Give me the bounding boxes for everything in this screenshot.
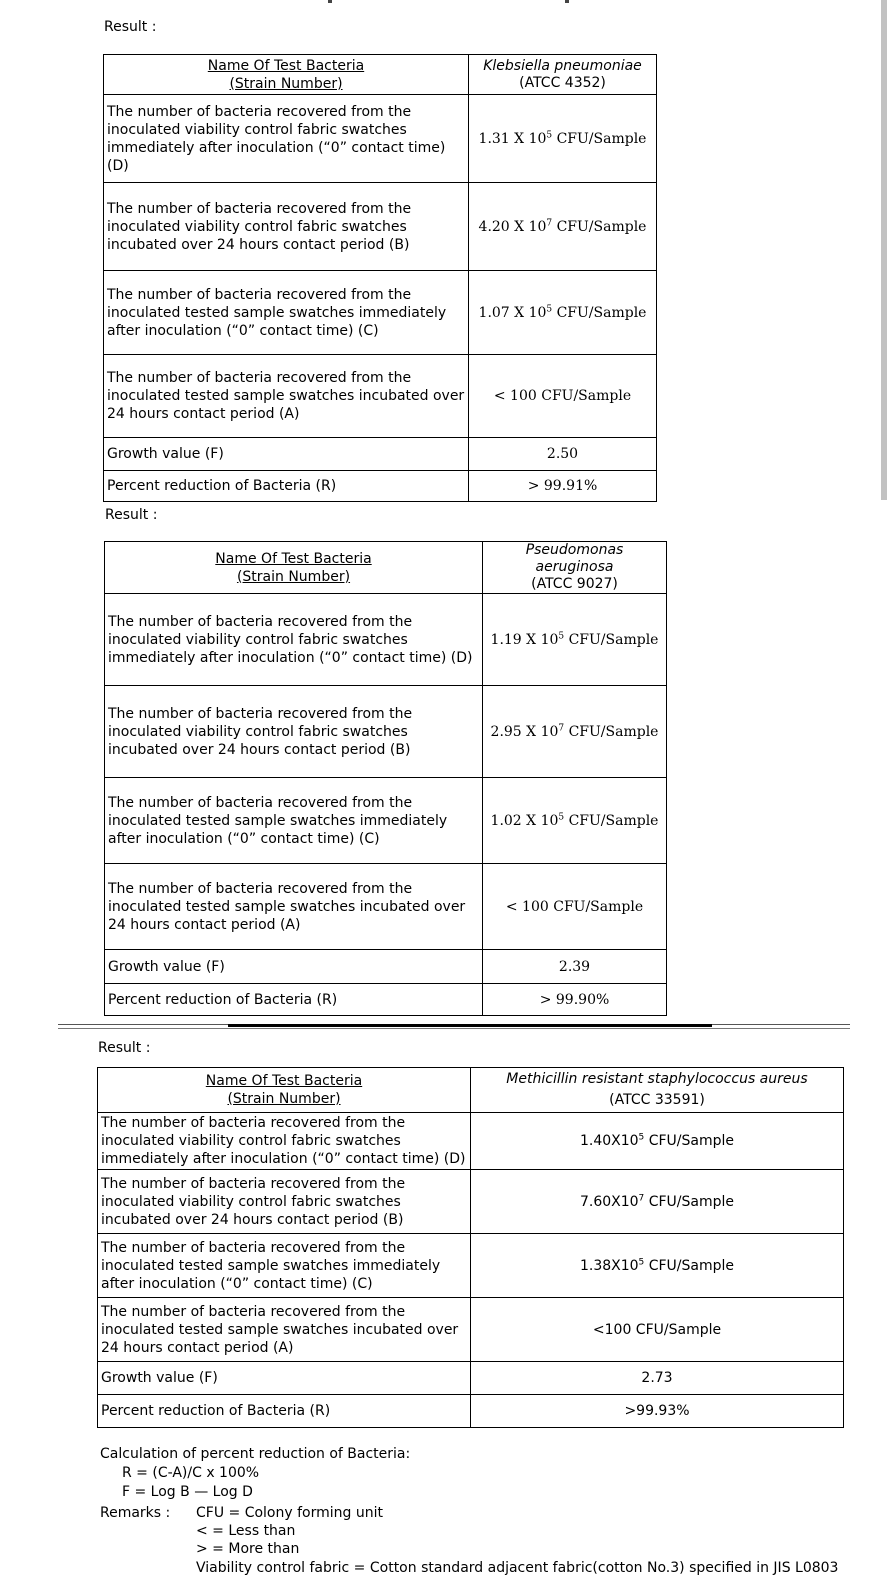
row-value: 1.19 X $10^5$ CFU/Sample [483,594,667,686]
row-label: Percent reduction of Bacteria (R) [98,1395,471,1428]
remarks-label: Remarks : [100,1505,171,1521]
row-label: The number of bacteria recovered from the inoculated tested sample swatches incubated over 24 hours contact period (A) [105,864,483,950]
result-table-mrsa [97,1067,844,1428]
table-header-bacteria: Pseudomonas aeruginosa (ATCC 9027) [483,542,667,594]
row-value: 1.31 X $10^5$ CFU/Sample [469,95,657,183]
row-label: The number of bacteria recovered from the inoculated tested sample swatches incubated over 24 hours contact period (A) [104,355,469,438]
row-label: The number of bacteria recovered from the inoculated viability control fabric swatches immediately after inoculation (“0” contact time) (D) [105,594,483,686]
row-value: 2.50 [469,438,657,471]
row-value: 1.02 X $10^5$ CFU/Sample [483,778,667,864]
row-value: 1.07 X $10^5$ CFU/Sample [469,271,657,355]
row-value: > 99.90% [483,984,667,1016]
formula-r: R = (C-A)/C x 100% [122,1465,260,1481]
row-label: Percent reduction of Bacteria (R) [105,984,483,1016]
row-label: Growth value (F) [98,1362,471,1395]
row-label: The number of bacteria recovered from the inoculated tested sample swatches immediately after inoculation (“0” contact time) (C) [105,778,483,864]
row-label: The number of bacteria recovered from the inoculated viability control fabric swatches incubated over 24 hours contact period (B) [104,183,469,271]
remark-viability-fabric: Viability control fabric = Cotton standard adjacent fabric(cotton No.3) specified in JIS L0803 [196,1560,839,1576]
row-label: The number of bacteria recovered from the inoculated viability control fabric swatches immediately after inoculation (“0” contact time) (D) [104,95,469,183]
row-value: < 100 CFU/Sample [469,355,657,438]
calc-title: Calculation of percent reduction of Bacteria: [100,1446,411,1462]
row-value: > 99.91% [469,471,657,502]
row-value: 2.73 [471,1362,844,1395]
row-value: 2.95 X $10^7$ CFU/Sample [483,686,667,778]
row-label: Growth value (F) [105,950,483,984]
row-label: The number of bacteria recovered from the inoculated tested sample swatches immediately after inoculation (“0” contact time) (C) [104,271,469,355]
table-header-name: Name Of Test Bacteria (Strain Number) [105,542,483,594]
remark-cfu: CFU = Colony forming unit [196,1505,383,1521]
row-label: The number of bacteria recovered from the inoculated tested sample swatches immediately after inoculation (“0” contact time) (C) [98,1234,471,1298]
result-label: Result : [105,507,158,523]
result-table-klebsiella [103,54,657,502]
row-label: The number of bacteria recovered from the inoculated viability control fabric swatches immediately after inoculation (“0” contact time) (D) [98,1113,471,1170]
row-label: The number of bacteria recovered from the inoculated viability control fabric swatches incubated over 24 hours contact period (B) [98,1170,471,1234]
row-value: $1.40X10^5$ CFU/Sample [471,1113,844,1170]
row-label: Growth value (F) [104,438,469,471]
table-header-bacteria: Methicillin resistant staphylococcus aureus (ATCC 33591) [471,1068,844,1113]
remark-less-than: < = Less than [196,1523,296,1539]
cut-off-text-fragment [320,0,590,3]
result-label: Result : [98,1040,151,1056]
scrollbar[interactable] [881,0,887,500]
remark-more-than: > = More than [196,1541,300,1557]
page-divider-lower [58,1028,850,1029]
row-label: Percent reduction of Bacteria (R) [104,471,469,502]
row-value: 2.39 [483,950,667,984]
table-header-name: Name Of Test Bacteria (Strain Number) [98,1068,471,1113]
result-table-pseudomonas [104,541,667,1016]
table-header-bacteria: Klebsiella pneumoniae (ATCC 4352) [469,55,657,95]
row-value: $1.38X10^5$ CFU/Sample [471,1234,844,1298]
row-value: <100 CFU/Sample [471,1298,844,1362]
row-label: The number of bacteria recovered from the inoculated tested sample swatches incubated over 24 hours contact period (A) [98,1298,471,1362]
row-value: >99.93% [471,1395,844,1428]
row-value: < 100 CFU/Sample [483,864,667,950]
row-label: The number of bacteria recovered from the inoculated viability control fabric swatches incubated over 24 hours contact period (B) [105,686,483,778]
row-value: 4.20 X $10^7$ CFU/Sample [469,183,657,271]
page-divider-thick [228,1024,712,1027]
table-header-name: Name Of Test Bacteria (Strain Number) [104,55,469,95]
result-label: Result : [104,19,157,35]
formula-f: F = Log B — Log D [122,1484,253,1500]
row-value: $7.60X10^7$ CFU/Sample [471,1170,844,1234]
